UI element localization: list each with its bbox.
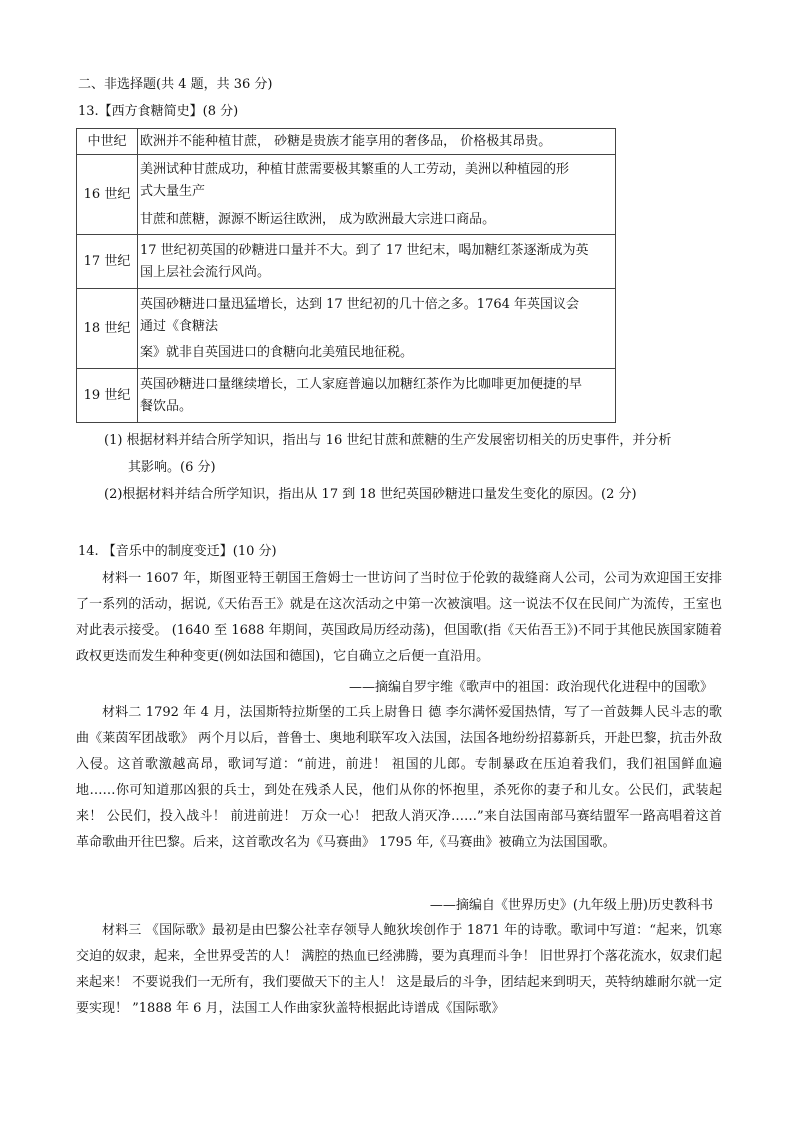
- table-row: [77, 155, 616, 235]
- description-line: 案》就非自英国进口的食糖向北美殖民地征税。: [140, 344, 414, 360]
- period-cell: 19 世纪: [77, 369, 138, 423]
- q13-sub1-line2: 其影响。(6 分): [128, 460, 216, 475]
- sugar-history-table: [76, 128, 616, 423]
- description-cell: [138, 129, 616, 155]
- table-row: [77, 289, 616, 369]
- period-cell: 18 世纪: [77, 289, 138, 369]
- description-cell: [138, 235, 616, 289]
- description-line: 英国砂糖进口量继续增长，工人家庭普遍以加糖红茶作为比咖啡更加便捷的早: [140, 376, 583, 392]
- material-1-source: ——摘编自罗宇维《歌声中的祖国：政治现代化进程中的国歌》: [348, 680, 713, 695]
- description-line: 通过《食糖法: [140, 318, 219, 334]
- q13-sub1-line1: (1) 根据材料并结合所学知识，指出与 16 世纪甘蔗和蔗糖的生产发展密切相关的历史事件，并分析: [104, 433, 672, 448]
- description-line: 美洲试种甘蔗成功，种植甘蔗需要极其繁重的人工劳动，美洲以种植园的形: [140, 161, 570, 177]
- table-row: [77, 369, 616, 423]
- description-line: 甘蔗和蔗糖，源源不断运往欧洲， 成为欧洲最大宗进口商品。: [140, 211, 496, 227]
- description-line: 17 世纪初英国的砂糖进口量并不大。到了 17 世纪末，喝加糖红茶逐渐成为英: [140, 242, 589, 258]
- material-1: 材料一 1607 年，斯图亚特王朝国王詹姆士一世访问了当时位于伦敦的裁缝商人公司，公司为欢迎国王安排了一系列的活动，据说,《天佑吾王》就是在这次活动之中第一次被演唱。这一说法不仅在民间广为流传，王室也对此表示接受。 (1640 至 1688 年期间，英国政局历经动荡)，但国歌(指《天佑吾王》)不同于其他民族国家随着政权更迭而发生种种变更(例如法国和德国)，它自确立之后便一直沿用。: [76, 571, 722, 664]
- material-3: 材料三 《国际歌》最初是由巴黎公社幸存领导人鲍狄埃创作于 1871 年的诗歌。歌词中写道：“起来，饥寒交迫的奴隶，起来，全世界受苦的人！ 满腔的热血已经沸腾，要为真理而斗争！ 旧世界打个落花流水，奴隶们起来起来！ 不要说我们一无所有，我们要做天下的主人！ 这是最后的斗争，团结起来到明天，英特纳雄耐尔就一定要实现！ ”1888 年 6 月，法国工人作曲家狄盖特根据此诗谱成《国际歌》: [76, 923, 722, 1016]
- question-14-title: 14. 【音乐中的制度变迁】(10 分): [78, 544, 277, 559]
- question-13-title: 13.【西方食糖简史】(8 分): [78, 104, 239, 119]
- description-line: 国上层社会流行风尚。: [140, 264, 271, 280]
- table-row: [77, 129, 616, 155]
- description-cell: [138, 289, 616, 369]
- material-2-source: ——摘编自《世界历史》(九年级上册)历史教科书: [429, 898, 713, 913]
- description-line: 式大量生产: [140, 183, 206, 199]
- period-cell: 中世纪: [77, 129, 138, 155]
- description-line: 餐饮品。: [140, 398, 193, 414]
- table-row: [77, 235, 616, 289]
- q13-sub2: (2)根据材料并结合所学知识，指出从 17 到 18 世纪英国砂糖进口量发生变化的原因。(2 分): [104, 487, 637, 502]
- section-title: 二、非选择题(共 4 题，共 36 分): [78, 77, 273, 92]
- description-line: 英国砂糖进口量迅猛增长，达到 17 世纪初的几十倍之多。1764 年英国议会: [140, 296, 580, 312]
- period-cell: 17 世纪: [77, 235, 138, 289]
- description-line: 欧洲并不能种植甘蔗， 砂糖是贵族才能享用的奢侈品， 价格极其昂贵。: [140, 133, 552, 149]
- period-cell: 16 世纪: [77, 155, 138, 235]
- material-2: 材料二 1792 年 4 月，法国斯特拉斯堡的工兵上尉鲁日 德 李尔满怀爱国热情，写了一首鼓舞人民斗志的歌曲《莱茵军团战歌》 两个月以后，普鲁士、奥地利联军攻入法国，法国各地纷纷招募新兵，开赴巴黎，抗击外敌入侵。这首歌激越高昂，歌词写道：“前进，前进！ 祖国的儿郎。专制暴政在压迫着我们，我们祖国鲜血遍地……你可知道那凶狠的兵士，到处在残杀人民，他们从你的怀抱里，杀死你的妻子和儿女。公民们，武装起来！ 公民们，投入战斗！ 前进前进！ 万众一心！ 把敌人消灭净……”来自法国南部马赛结盟军一路高唱着这首革命歌曲开往巴黎。后来，这首歌改名为《马赛曲》 1795 年,《马赛曲》被确立为法国国歌。: [76, 705, 722, 850]
- description-cell: [138, 369, 616, 423]
- description-cell: [138, 155, 616, 235]
